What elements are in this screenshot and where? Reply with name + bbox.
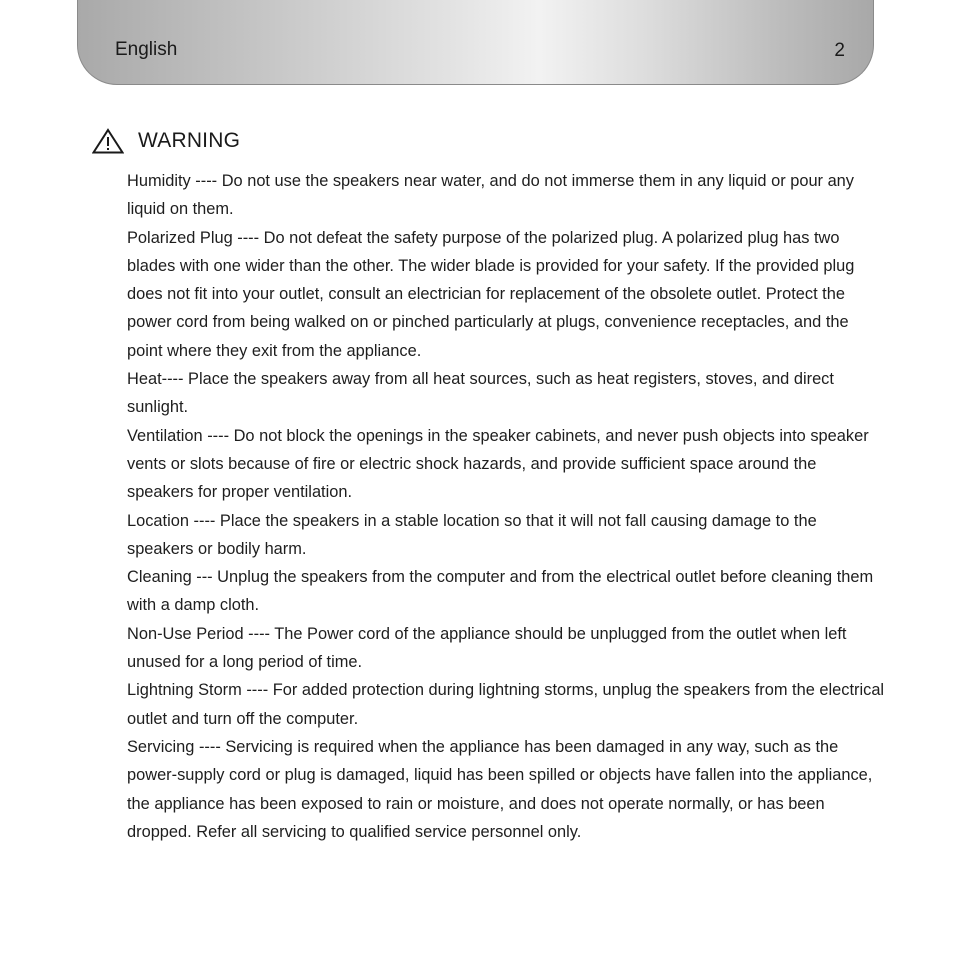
- warning-cleaning: Cleaning --- Unplug the speakers from the computer and from the electrical outlet before cleaning them with a damp cloth.: [127, 568, 874, 615]
- warning-location: Location ---- Place the speakers in a stable location so that it will not fall causing damage to the speakers or bodily harm.: [127, 511, 817, 558]
- warning-heading: [92, 127, 240, 155]
- warning-ventilation: Ventilation ---- Do not block the openings in the speaker cabinets, and never push objects into speaker vents or slots because of fire or electric shock hazards, and provide sufficient space around the speakers for proper ventilation.: [127, 426, 869, 502]
- warning-non-use-period: Non-Use Period ---- The Power cord of the appliance should be unplugged from the outlet when left unused for a long period of time.: [127, 624, 847, 672]
- warning-heat: Heat---- Place the speakers away from all heat sources, such as heat registers, stoves, and direct sunlight.: [127, 370, 834, 417]
- warning-servicing: Servicing ---- Servicing is required when the appliance has been damaged in any way, such as the power-supply cord or plug is damaged, liquid has been spilled or objects have fallen into the appliance, the appliance has been exposed to rain or moisture, and does not operate normally, or has been dropped. Refer all servicing to qualified service personnel only.: [127, 737, 873, 841]
- warning-title: WARNING: [138, 129, 241, 152]
- warnings-list: [127, 167, 887, 846]
- warning-polarized-plug: Polarized Plug ---- Do not defeat the safety purpose of the polarized plug. A polarized plug has two blades with one wider than the other. The wider blade is provided for your safety. If the provided plug does not fit into your outlet, consult an electrician for replacement of the obsolete outlet. Protect the power cord from being walked on or pinched particularly at plugs, convenience receptacles, and the point where they exit from the appliance.: [127, 228, 855, 360]
- header-language: English: [115, 39, 178, 60]
- page-number: 2: [834, 40, 845, 61]
- warning-humidity: Humidity ---- Do not use the speakers near water, and do not immerse them in any liquid or pour any liquid on them.: [127, 172, 854, 219]
- page-header: [77, 0, 874, 85]
- warning-triangle-icon: [92, 128, 124, 154]
- warning-lightning-storm: Lightning Storm ---- For added protection during lightning storms, unplug the speakers from the electrical outlet and turn off the computer.: [127, 681, 885, 728]
